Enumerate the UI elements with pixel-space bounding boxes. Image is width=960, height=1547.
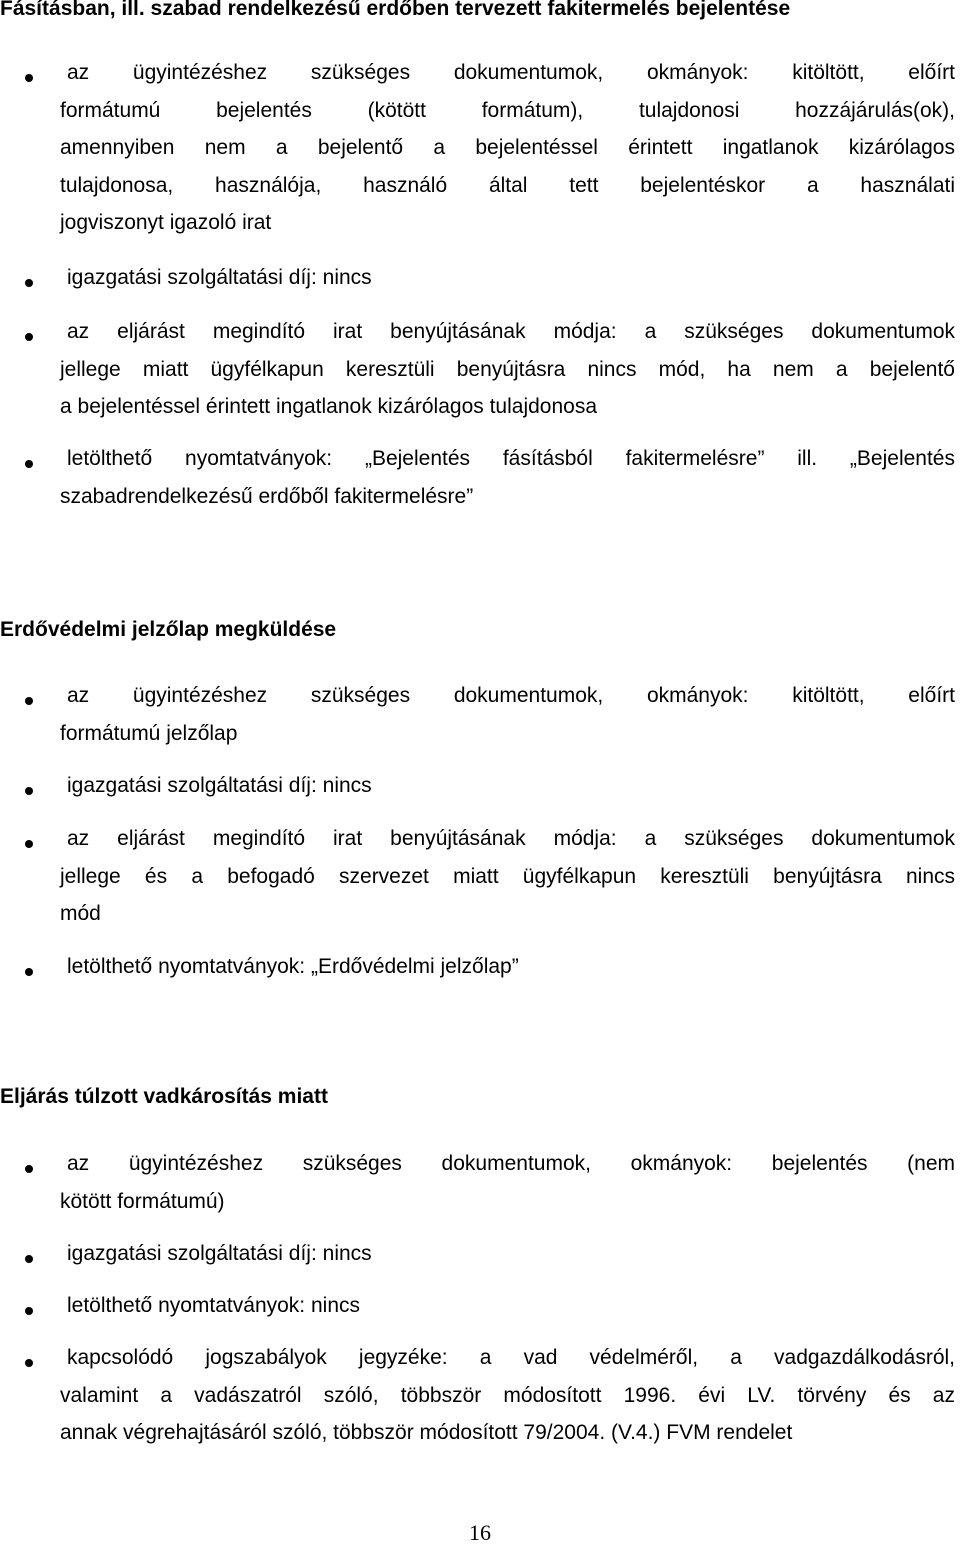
bullet-icon <box>25 333 33 341</box>
list-item <box>0 1240 960 1278</box>
list-item-text-continued: valamint a vadászatról szóló, többször módosított 1996. évi LV. törvény és az <box>60 1384 955 1407</box>
list-item-text: az ügyintézéshez szükséges dokumentumok, okmányok: kitöltött, előírt <box>67 61 955 84</box>
list-item-text: igazgatási szolgáltatási díj: nincs <box>67 774 372 797</box>
list-item-text: letölthető nyomtatványok: „Bejelentés fásításból fakitermelésre” ill. „Bejelentés <box>67 447 955 470</box>
bullet-icon <box>25 968 33 976</box>
list-item-text-continued: jellege és a befogadó szervezet miatt ügyfélkapun keresztüli benyújtásra nincs <box>60 865 955 888</box>
page-heading: Fásításban, ill. szabad rendelkezésű erdőben tervezett fakitermelés bejelentése <box>0 0 791 20</box>
list-item-text: igazgatási szolgáltatási díj: nincs <box>67 266 372 289</box>
list-item-text-continued: mód <box>60 902 101 925</box>
bullet-icon <box>25 1255 33 1263</box>
list-item-text: az ügyintézéshez szükséges dokumentumok, okmányok: bejelentés (nem <box>67 1152 955 1175</box>
list-item <box>0 1150 960 1225</box>
bullet-icon <box>25 787 33 795</box>
section-heading: Eljárás túlzott vadkárosítás miatt <box>0 1085 328 1108</box>
section-heading: Erdővédelmi jelzőlap megküldése <box>0 618 337 641</box>
bullet-icon <box>25 279 33 287</box>
list-item-text-continued: jogviszonyt igazoló irat <box>60 211 272 234</box>
bullet-icon <box>25 697 33 705</box>
list-item <box>0 953 960 991</box>
list-item <box>0 264 960 302</box>
list-item-text-continued: a bejelentéssel érintett ingatlanok kizárólagos tulajdonosa <box>60 395 598 418</box>
list-item-text: az eljárást megindító irat benyújtásának módja: a szükséges dokumentumok <box>67 320 955 343</box>
list-item <box>0 682 960 757</box>
list-item <box>0 1344 960 1457</box>
list-item-text-continued: amennyiben nem a bejelentő a bejelentéssel érintett ingatlanok kizárólagos <box>60 136 955 159</box>
bullet-icon <box>25 1165 33 1173</box>
page-number: 16 <box>469 1520 491 1545</box>
list-item <box>0 772 960 810</box>
list-item <box>0 825 960 938</box>
bullet-icon <box>25 840 33 848</box>
list-item <box>0 1292 960 1330</box>
list-item-text: az eljárást megindító irat benyújtásának módja: a szükséges dokumentumok <box>67 827 955 850</box>
list-item-text-continued: tulajdonosa, használója, használó által tett bejelentéskor a használati <box>60 174 955 197</box>
list-item-text-continued: szabadrendelkezésű erdőből fakitermelésre” <box>60 485 474 508</box>
list-item-text: igazgatási szolgáltatási díj: nincs <box>67 1242 372 1265</box>
bullet-icon <box>25 1307 33 1315</box>
list-item-text-continued: jellege miatt ügyfélkapun keresztüli benyújtásra nincs mód, ha nem a bejelentő <box>60 358 955 381</box>
list-item-text-continued: formátumú jelzőlap <box>60 722 238 745</box>
list-item-text: az ügyintézéshez szükséges dokumentumok, okmányok: kitöltött, előírt <box>67 684 955 707</box>
list-item-text-continued: kötött formátumú) <box>60 1190 225 1213</box>
bullet-icon <box>25 74 33 82</box>
list-item-text-continued: annak végrehajtásáról szóló, többször módosított 79/2004. (V.4.) FVM rendelet <box>60 1421 793 1444</box>
list-item <box>0 445 960 520</box>
list-item-text: kapcsolódó jogszabályok jegyzéke: a vad védelméről, a vadgazdálkodásról, <box>67 1346 955 1369</box>
list-item <box>0 59 960 247</box>
bullet-icon <box>25 460 33 468</box>
list-item-text-continued: formátumú bejelentés (kötött formátum), tulajdonosi hozzájárulás(ok), <box>60 99 955 122</box>
list-item <box>0 318 960 431</box>
list-item-text: letölthető nyomtatványok: nincs <box>67 1294 360 1317</box>
list-item-text: letölthető nyomtatványok: „Erdővédelmi jelzőlap” <box>67 955 519 978</box>
bullet-icon <box>25 1359 33 1367</box>
